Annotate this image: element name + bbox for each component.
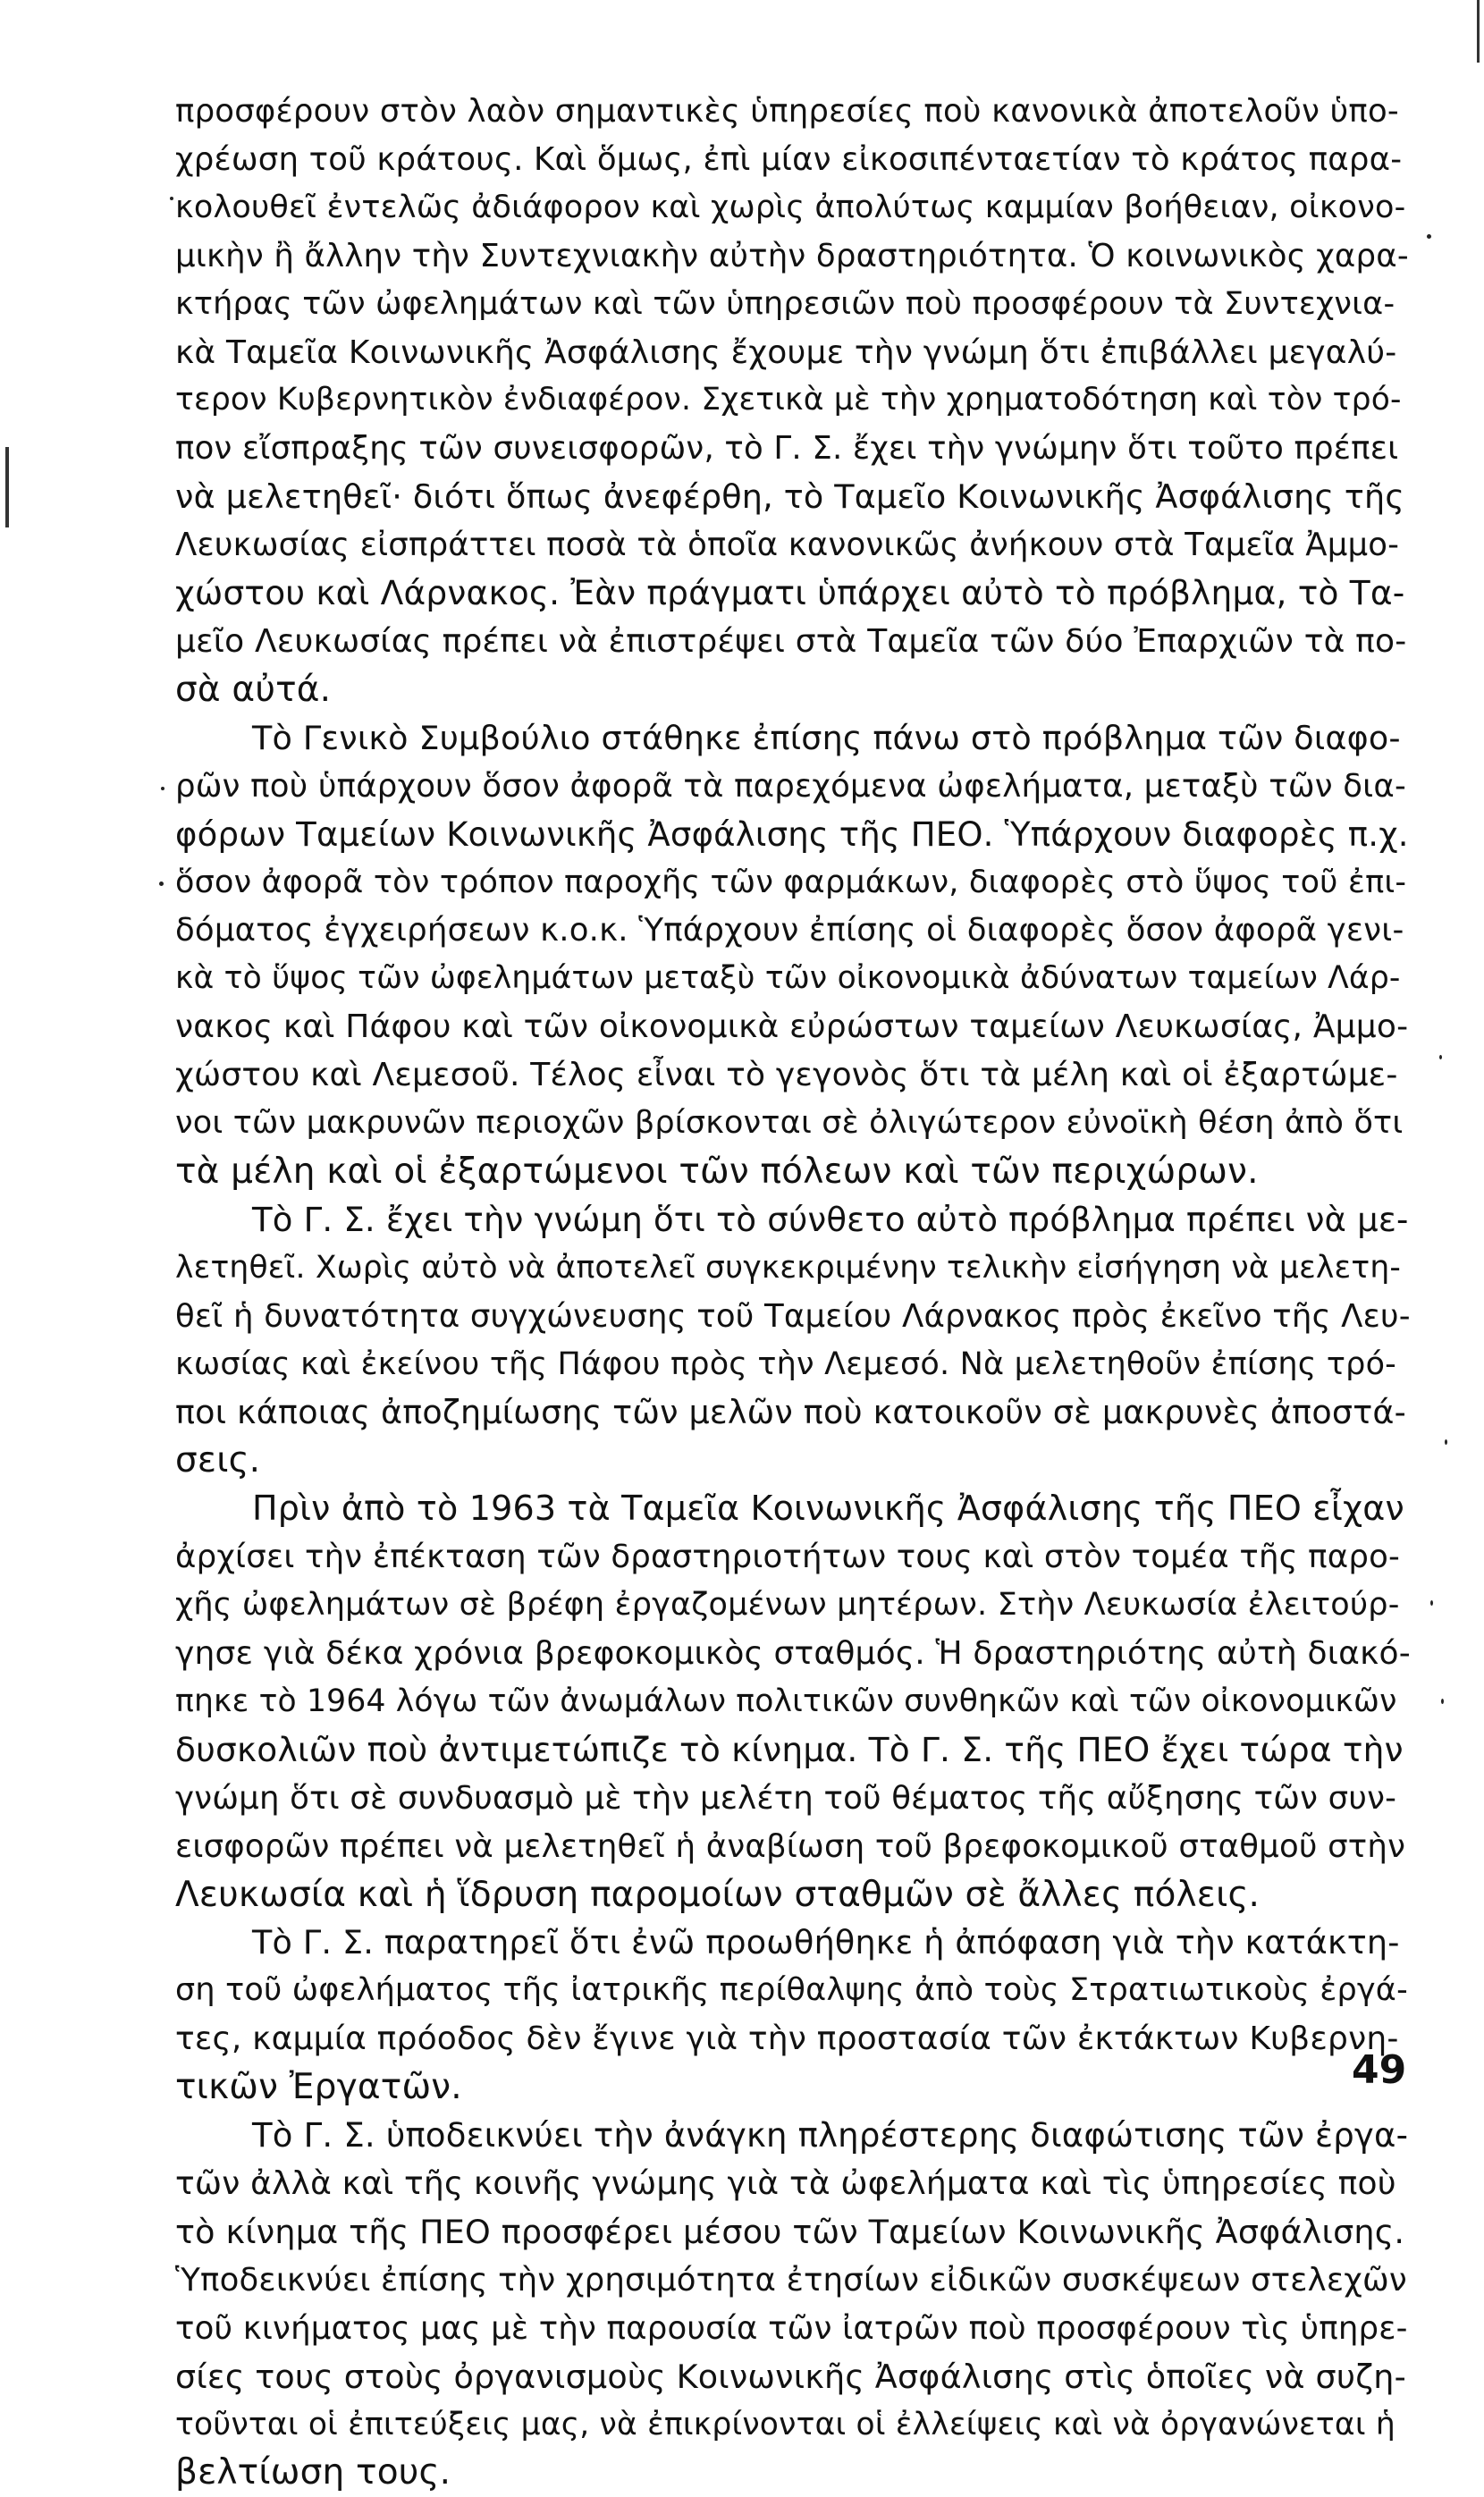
text-line: Ὑποδεικνύει ἐπίσης τὴν χρησιμότητα ἐτησίων εἰδικῶν συσκέψεων στελεχῶν [175, 2261, 1407, 2299]
text-line: κολουθεῖ ἐντελῶς ἀδιάφορον καὶ χωρὶς ἀπολύτως καμμίαν βοήθειαν, οἰκονο- [175, 189, 1406, 225]
text-line: μικὴν ἢ ἄλλην τὴν Συντεχνιακὴν αὐτὴν δραστηριότητα. Ὁ κοινωνικὸς χαρα- [175, 237, 1409, 274]
text-line: γνώμη ὅτι σὲ συνδυασμὸ μὲ τὴν μελέτη τοῦ θέματος τῆς αὔξησης τῶν συν- [175, 1779, 1397, 1817]
text-line: ρῶν ποὺ ὑπάρχουν ὅσον ἀφορᾶ τὰ παρεχόμενα ὠφελήματα, μεταξὺ τῶν δια- [175, 767, 1407, 805]
text-line: κτήρας τῶν ὠφελημάτων καὶ τῶν ὑπηρεσιῶν ποὺ προσφέρουν τὰ Συντεχνια- [175, 285, 1395, 322]
text-line: λετηθεῖ. Χωρὶς αὐτὸ νὰ ἀποτελεῖ συγκεκριμένην τελικὴν εἰσήγηση νὰ μελετη- [175, 1249, 1402, 1286]
text-line: ποι κάποιας ἀποζημίωσης τῶν μελῶν ποὺ κατοικοῦν σὲ μακρυνὲς ἀποστά- [175, 1393, 1406, 1432]
text-line: τοῦ κινήματος μας μὲ τὴν παρουσία τῶν ἰατρῶν ποὺ προσφέρουν τὶς ὑπηρε- [175, 2309, 1408, 2347]
text-line: προσφέρουν στὸν λαὸν σημαντικὲς ὑπηρεσίες ποὺ κανονικὰ ἀποτελοῦν ὑπο- [175, 93, 1399, 130]
scan-speck [161, 787, 164, 790]
text-line: σὰ αὐτά. [175, 669, 332, 710]
page-number: 49 [1352, 2047, 1407, 2093]
text-line: θεῖ ἡ δυνατότητα συγχώνευσης τοῦ Ταμείου Λάρνακος πρὸς ἐκεῖνο τῆς Λευ- [175, 1297, 1411, 1335]
text-line: ὅσον ἀφορᾶ τὸν τρόπον παροχῆς τῶν φαρμάκων, διαφορὲς στὸ ὕψος τοῦ ἐπι- [175, 864, 1407, 900]
text-line: χώστου καὶ Λεμεσοῦ. Τέλος εἶναι τὸ γεγονὸς ὅτι τὰ μέλη καὶ οἱ ἐξαρτώμε- [175, 1057, 1398, 1094]
text-line: Τὸ Γ. Σ. ἔχει τὴν γνώμη ὅτι τὸ σύνθετο αὐτὸ πρόβλημα πρέπει νὰ με- [252, 1200, 1409, 1239]
scan-speck [170, 197, 173, 200]
text-line: χώστου καὶ Λάρνακος. Ἐὰν πράγματι ὑπάρχει αὐτὸ τὸ πρόβλημα, τὸ Τα- [175, 573, 1405, 613]
paragraph-1 [175, 88, 1411, 714]
text-line: ση τοῦ ὠφελήματος τῆς ἰατρικῆς περίθαλψης ἀπὸ τοὺς Στρατιωτικοὺς ἐργά- [175, 1972, 1408, 2009]
scan-speck [1430, 1600, 1433, 1606]
text-line: τῶν ἀλλὰ καὶ τῆς κοινῆς γνώμης γιὰ τὰ ὠφελήματα καὶ τὶς ὑπηρεσίες ποὺ [175, 2164, 1396, 2202]
scan-speck [1441, 1699, 1444, 1704]
paragraph-4 [175, 1485, 1411, 1919]
text-line: κὰ τὸ ὕψος τῶν ὠφελημάτων μεταξὺ τῶν οἰκονομικὰ ἀδύνατων ταμείων Λάρ- [175, 960, 1401, 997]
text-line: Τὸ Γ. Σ. ὑποδεικνύει τὴν ἀνάγκη πληρέστερης διαφώτισης τῶν ἐργα- [252, 2116, 1409, 2155]
text-line: πον εἴσπραξης τῶν συνεισφορῶν, τὸ Γ. Σ. ἔχει τὴν γνώμην ὅτι τοῦτο πρέπει [175, 430, 1399, 468]
text-line: τὰ μέλη καὶ οἱ ἐξαρτώμενοι τῶν πόλεων καὶ τῶν περιχώρων. [175, 1151, 1259, 1192]
scan-speck [1445, 1439, 1447, 1445]
paragraph-6 [175, 2112, 1411, 2497]
text-line: τες, καμμία πρόοδος δὲν ἔγινε γιὰ τὴν προστασία τῶν ἐκτάκτων Κυβερνη- [175, 2020, 1399, 2058]
scan-speck [159, 882, 164, 886]
text-line: τοῦνται οἱ ἐπιτεύξεις μας, νὰ ἐπικρίνονται οἱ ἐλλείψεις καὶ νὰ ὀργανώνεται ἡ [175, 2406, 1395, 2442]
text-line: κὰ Ταμεῖα Κοινωνικῆς Ἀσφάλισης ἔχουμε τὴν γνώμη ὅτι ἐπιβάλλει μεγαλύ- [175, 333, 1397, 371]
text-line: χῆς ὠφελημάτων σὲ βρέφη ἐργαζομένων μητέρων. Στὴν Λευκωσία ἐλειτούρ- [175, 1587, 1400, 1624]
scan-edge-mark [5, 447, 9, 527]
text-line: σίες τους στοὺς ὀργανισμοὺς Κοινωνικῆς Ἀσφάλισης στὶς ὁποῖες νὰ συζη- [175, 2357, 1406, 2396]
text-line: τικῶν Ἐργατῶν. [175, 2067, 462, 2108]
paragraph-2 [175, 714, 1411, 1196]
paragraph-3 [175, 1196, 1411, 1485]
text-line: εισφορῶν πρέπει νὰ μελετηθεῖ ἡ ἀναβίωση τοῦ βρεφοκομικοῦ σταθμοῦ στὴν [175, 1827, 1406, 1865]
text-line: δόματος ἐγχειρήσεων κ.ο.κ. Ὑπάρχουν ἐπίσης οἱ διαφορὲς ὅσον ἀφορᾶ γενι- [175, 912, 1404, 949]
scan-edge-mark [1477, 0, 1480, 63]
text-line: σεις. [175, 1440, 261, 1481]
text-line: τὸ κίνημα τῆς ΠΕΟ προσφέρει μέσου τῶν Ταμείων Κοινωνικῆς Ἀσφάλισης. [175, 2212, 1405, 2251]
text-line: τερον Κυβερνητικὸν ἐνδιαφέρον. Σχετικὰ μὲ τὴν χρηματοδότηση καὶ τὸν τρό- [175, 382, 1402, 418]
paragraph-5 [175, 1919, 1411, 2112]
text-line: δυσκολιῶν ποὺ ἀντιμετώπιζε τὸ κίνημα. Τὸ Γ. Σ. τῆς ΠΕΟ ἔχει τώρα τὴν [175, 1729, 1404, 1769]
text-line: Πρὶν ἀπὸ τὸ 1963 τὰ Ταμεῖα Κοινωνικῆς Ἀσφάλισης τῆς ΠΕΟ εἶχαν [252, 1489, 1404, 1529]
text-line: βελτίωση τους. [175, 2452, 451, 2493]
text-line: γησε γιὰ δέκα χρόνια βρεφοκομικὸς σταθμός. Ἡ δραστηριότης αὐτὴ διακό- [175, 1635, 1411, 1672]
scan-speck [1427, 234, 1431, 239]
text-line: Λευκωσίας εἰσπράττει ποσὰ τὰ ὁποῖα κανονικῶς ἀνήκουν στὰ Ταμεῖα Ἀμμο- [175, 527, 1400, 564]
text-line: Τὸ Γ. Σ. παρατηρεῖ ὅτι ἐνῶ προωθήθηκε ἡ ἀπόφαση γιὰ τὴν κατάκτη- [252, 1923, 1400, 1962]
text-line: Τὸ Γενικὸ Συμβούλιο στάθηκε ἐπίσης πάνω στὸ πρόβλημα τῶν διαφο- [252, 718, 1401, 757]
text-line: ἀρχίσει τὴν ἐπέκταση τῶν δραστηριοτήτων τους καὶ στὸν τομέα τῆς παρο- [175, 1539, 1401, 1576]
body-text [175, 88, 1411, 2497]
text-line: νακος καὶ Πάφου καὶ τῶν οἰκονομικὰ εὐρώστων ταμείων Λευκωσίας, Ἀμμο- [175, 1008, 1409, 1046]
text-line: νὰ μελετηθεῖ· διότι ὅπως ἀνεφέρθη, τὸ Ταμεῖο Κοινωνικῆς Ἀσφάλισης τῆς [175, 477, 1405, 517]
text-line: κωσίας καὶ ἐκείνου τῆς Πάφου πρὸς τὴν Λεμεσό. Νὰ μελετηθοῦν ἐπίσης τρό- [175, 1346, 1397, 1382]
scan-speck [1439, 1055, 1442, 1059]
text-line: χρέωση τοῦ κράτους. Καὶ ὅμως, ἐπὶ μίαν εἰκοσιπένταετίαν τὸ κράτος παρα- [175, 140, 1403, 178]
text-line: Λευκωσία καὶ ἡ ἵδρυση παρομοίων σταθμῶν σὲ ἄλλες πόλεις. [175, 1874, 1261, 1915]
text-line: νοι τῶν μακρυνῶν περιοχῶν βρίσκονται σὲ ὀλιγώτερον εὐνοϊκὴ θέση ἀπὸ ὅτι [175, 1105, 1404, 1142]
text-line: φόρων Ταμείων Κοινωνικῆς Ἀσφάλισης τῆς ΠΕΟ. Ὑπάρχουν διαφορὲς π.χ. [175, 814, 1409, 854]
text-line: μεῖο Λευκωσίας πρέπει νὰ ἐπιστρέψει στὰ Ταμεῖα τῶν δύο Ἐπαρχιῶν τὰ πο- [175, 622, 1407, 660]
text-line: πηκε τὸ 1964 λόγω τῶν ἀνωμάλων πολιτικῶν συνθηκῶν καὶ τῶν οἰκονομικῶν [175, 1683, 1397, 1719]
